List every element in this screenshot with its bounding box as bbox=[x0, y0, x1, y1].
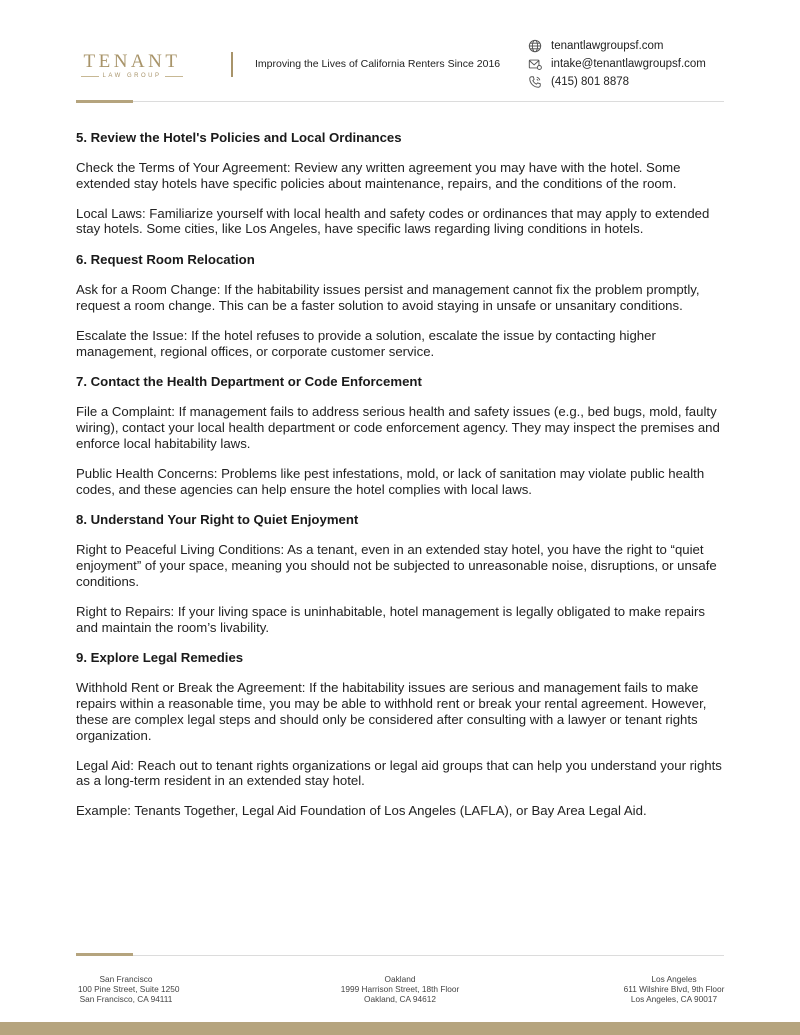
office-address-line1: 1999 Harrison Street, 18th Floor bbox=[340, 983, 460, 994]
logo-wordmark: TENANT bbox=[83, 51, 181, 72]
office-city: San Francisco bbox=[99, 974, 153, 984]
logo-subtitle-text: LAW GROUP bbox=[102, 73, 162, 79]
contact-phone[interactable] bbox=[528, 73, 706, 91]
section-heading: 7. Contact the Health Department or Code Enforcement bbox=[76, 374, 422, 390]
section-room-relocation bbox=[76, 251, 728, 359]
mail-icon bbox=[528, 57, 542, 71]
paragraph: Ask for a Room Change: If the habitability issues persist and management cannot fix the problem promptly, request a room change. This can be a faster solution to avoid staying in unsafe or unsanitary conditions. bbox=[76, 282, 700, 313]
paragraph: Check the Terms of Your Agreement: Review any written agreement you may have with the hotel. Some extended stay hotels have specific policies about maintenance, repairs, and the conditions of the room. bbox=[76, 160, 681, 191]
phone-number[interactable]: (415) 801 8878 bbox=[551, 76, 630, 88]
office-city: Oakland bbox=[384, 974, 416, 984]
phone-icon bbox=[528, 75, 542, 89]
header-divider bbox=[231, 52, 233, 77]
logo bbox=[76, 52, 188, 79]
globe-icon bbox=[528, 39, 542, 53]
footer-accent-bar bbox=[76, 953, 133, 956]
document-body bbox=[76, 129, 728, 833]
logo-rule-left bbox=[81, 76, 99, 77]
office-los-angeles bbox=[622, 975, 726, 1004]
paragraph: Right to Peaceful Living Conditions: As a tenant, even in an extended stay hotel, you have the right to “quiet enjoyment” of your space, meaning you should not be subjected to unreasonable noise, disruptions, or unsafe conditions. bbox=[76, 542, 717, 589]
contact-list bbox=[528, 37, 706, 91]
paragraph: Local Laws: Familiarize yourself with local health and safety codes or ordinances that may apply to extended stay hotels. Some cities, like Los Angeles, have specific laws regarding living conditions in hotels. bbox=[76, 205, 710, 237]
header-accent-bar bbox=[76, 100, 133, 103]
footer-color-bar bbox=[0, 1022, 800, 1035]
logo-rule-right bbox=[165, 76, 183, 77]
section-health-department bbox=[76, 373, 728, 497]
footer-rule bbox=[76, 955, 724, 956]
paragraph: Right to Repairs: If your living space is uninhabitable, hotel management is legally obligated to make repairs and maintain the room’s livability. bbox=[76, 603, 705, 635]
section-heading: 9. Explore Legal Remedies bbox=[76, 650, 244, 666]
paragraph: File a Complaint: If management fails to address serious health and safety issues (e.g., bed bugs, mold, faulty wiring), contact your local health department or code enforcement agency. They may inspect the premises and enforce local habitability laws. bbox=[76, 404, 720, 451]
office-san-francisco bbox=[78, 974, 180, 1004]
office-address-line1: 611 Wilshire Blvd, 9th Floor bbox=[623, 983, 725, 994]
office-address-line2: Oakland, CA 94612 bbox=[364, 993, 436, 1004]
section-review-policies bbox=[76, 129, 728, 237]
paragraph: Public Health Concerns: Problems like pest infestations, mold, or lack of sanitation may violate public health codes, and these agencies can help ensure the hotel complies with local laws. bbox=[76, 465, 705, 497]
contact-website[interactable] bbox=[528, 37, 706, 55]
office-city: Los Angeles bbox=[651, 974, 697, 984]
contact-email[interactable] bbox=[528, 55, 706, 73]
website-link[interactable]: tenantlawgroupsf.com bbox=[551, 40, 664, 52]
section-heading: 5. Review the Hotel's Policies and Local Ordinances bbox=[76, 130, 402, 145]
paragraph: Example: Tenants Together, Legal Aid Foundation of Los Angeles (LAFLA), or Bay Area Legal Aid. bbox=[76, 803, 647, 819]
logo-subtitle bbox=[76, 73, 188, 79]
section-heading: 8. Understand Your Right to Quiet Enjoyment bbox=[76, 512, 359, 528]
office-oakland bbox=[340, 975, 460, 1004]
tagline: Improving the Lives of California Renters Since 2016 bbox=[255, 58, 501, 70]
office-address-line1: 100 Pine Street, Suite 1250 bbox=[78, 983, 180, 994]
office-address-line2: San Francisco, CA 94111 bbox=[79, 993, 173, 1004]
section-legal-remedies bbox=[76, 649, 728, 819]
section-heading: 6. Request Room Relocation bbox=[76, 252, 255, 268]
paragraph: Withhold Rent or Break the Agreement: If the habitability issues are serious and management fails to make repairs within a reasonable time, you may be able to withhold rent or break your rental agreement. However, these are complex legal steps and should only be considered after consulting with a lawyer or tenant rights organization. bbox=[76, 680, 707, 743]
section-quiet-enjoyment bbox=[76, 511, 728, 635]
paragraph: Escalate the Issue: If the hotel refuses to provide a solution, escalate the issue by contacting higher management, regional offices, or corporate customer service. bbox=[76, 327, 656, 359]
office-address-line2: Los Angeles, CA 90017 bbox=[630, 993, 718, 1004]
header-rule bbox=[76, 101, 724, 102]
paragraph: Legal Aid: Reach out to tenant rights organizations or legal aid groups that can help you understand your rights as a long-term resident in an extended stay hotel. bbox=[76, 757, 722, 789]
email-link[interactable]: intake@tenantlawgroupsf.com bbox=[551, 58, 706, 70]
